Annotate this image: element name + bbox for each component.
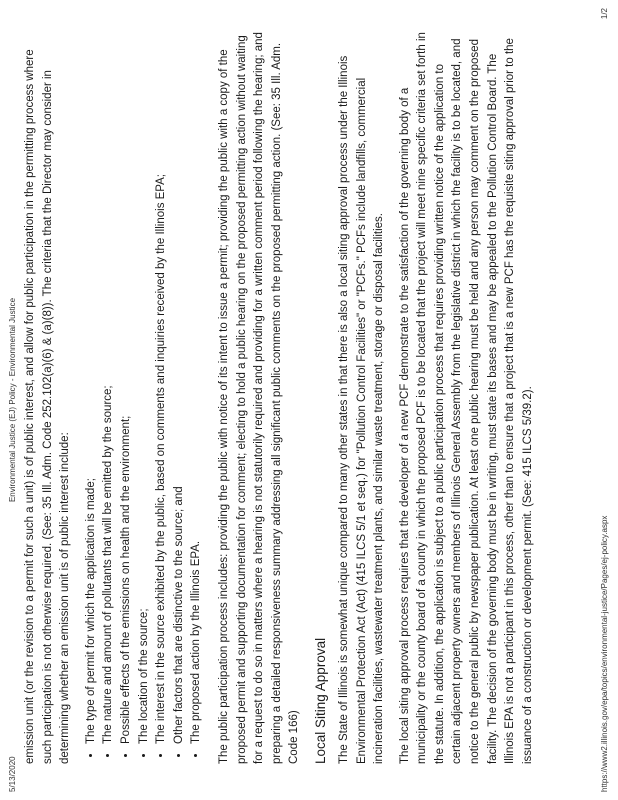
siting-paragraph: The State of Illinois is somewhat unique compared to many other states in that there is also a local siting approval process under the Illinois Environmental Protection Act (Act) (415 ILCS 5/1 et seq.) for "Pollution Control Facilities" or "PCFs." PCFs include landfills, commercial incineration facilities, wastewater treatment plants, and similar waste treatment, storage or disposal facilities. bbox=[337, 55, 386, 764]
criteria-item: • The proposed action by the Illinois EPA. bbox=[188, 29, 206, 744]
criteria-item: • The location of the source; bbox=[136, 29, 154, 744]
criteria-item: • Possible effects of the emissions on health and the environment; bbox=[118, 29, 136, 744]
document-body bbox=[22, 29, 545, 764]
page-number: 1/2 bbox=[600, 8, 609, 20]
page-url[interactable]: https://www2.illinois.gov/epa/topics/environmental-justice/Pages/ej-policy.aspx bbox=[600, 515, 609, 792]
section-heading: Local Siting Approval bbox=[312, 637, 328, 764]
print-title: Environmental Justice (EJ) Policy - Environmental Justice bbox=[8, 297, 17, 503]
print-date: 5/13/2020 bbox=[8, 756, 17, 792]
siting-paragraph: The local siting approval process requires that the developer of a new PCF demonstrate to the satisfaction of the governing body of a municipality or the county board of a county in which the proposed PCF is to be located that the project will meet nine specific criteria set forth in the statute. In addition, the application is subject to a public participation process that requires providing written notice of the application to certain adjacent property owners and members of Illinois General Assembly from the legislative district in which the facility is to be located, and notice to the general public by newspaper publication. At least one public hearing must be held and any person may comment on the proposed facility. The decision of the governing body must be in writing, must state its bases and may be appealed to the Pollution Control Board. The Illinois EPA is not a participant in this process, other than to ensure that a project that is a new PCF has the requisite siting approval prior to the issuance of a construction or development permit. (See: 415 ILCS 5/39.2). bbox=[398, 32, 534, 764]
criteria-list bbox=[83, 29, 206, 764]
criteria-item: • The type of permit for which the application is made; bbox=[83, 29, 101, 744]
criteria-item: • The interest in the source exhibited by the public, based on comments and inquiries received by the Illinois EPA; bbox=[153, 29, 171, 744]
participation-paragraph: The public participation process includes: providing the public with notice of its intent to issue a permit; providing the public with a copy of the proposed permit and supporting documentation for comment; electing to hold a public hearing on the proposed permitting action without waiting for a request to do so in matters where a hearing is not statutorily required and providing for a written comment period following the hearing; and preparing a detailed responsiveness summary addressing all significant public comments on the proposed permitting action. (See: 35 Ill. Adm. Code 166) bbox=[217, 32, 301, 764]
intro-paragraph: emission unit (or the revision to a permit for such a unit) is of public interest, and allow for public participation in the permitting process where such participation is not otherwise required. (See: 35 Ill. Adm. Code 252.102(a)(6) & (a)(8)). The criteria that the Director may consider in determining whether an emission unit is of public interest include: bbox=[24, 49, 72, 764]
criteria-item: • The nature and amount of pollutants that will be emitted by the source; bbox=[100, 29, 118, 744]
criteria-item: • Other factors that are distinctive to the source; and bbox=[171, 29, 189, 744]
